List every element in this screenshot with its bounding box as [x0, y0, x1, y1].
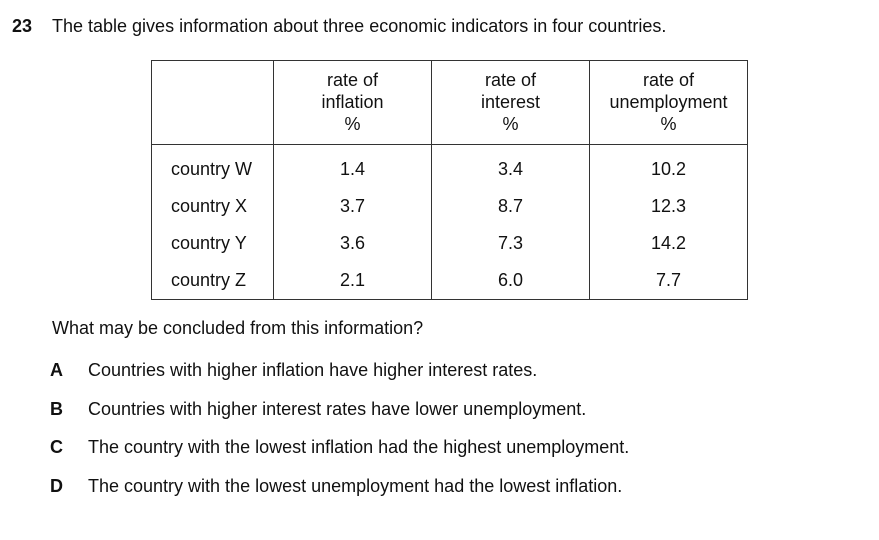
header-unit: %	[344, 114, 361, 134]
header-unit: %	[502, 114, 519, 134]
header-interest	[432, 61, 590, 145]
option-c[interactable]	[50, 437, 629, 458]
option-d[interactable]	[50, 476, 622, 497]
country-label: country Z	[152, 262, 274, 300]
unemployment-value: 10.2	[590, 145, 748, 189]
interest-value: 6.0	[432, 262, 590, 300]
option-b[interactable]	[50, 399, 586, 420]
question-prompt: What may be concluded from this information?	[52, 318, 424, 338]
header-line: rate of	[326, 70, 379, 90]
option-letter: D	[50, 476, 63, 496]
inflation-value: 3.7	[274, 188, 432, 225]
option-letter: C	[50, 437, 63, 457]
option-text: Countries with higher interest rates have lower unemployment.	[88, 399, 587, 419]
question-text: The table gives information about three economic indicators in four countries.	[52, 16, 667, 36]
header-line: inflation	[321, 92, 384, 112]
country-label: country X	[152, 188, 274, 225]
header-line: unemployment	[609, 92, 728, 112]
option-text: The country with the lowest unemployment had the lowest inflation.	[88, 476, 623, 496]
table-header-row	[152, 61, 748, 145]
inflation-value: 3.6	[274, 225, 432, 262]
header-line: rate of	[484, 70, 537, 90]
unemployment-value: 7.7	[590, 262, 748, 300]
table-row	[152, 262, 748, 300]
table-row	[152, 188, 748, 225]
country-label: country Y	[152, 225, 274, 262]
unemployment-value: 14.2	[590, 225, 748, 262]
country-label: country W	[152, 145, 274, 189]
header-empty-cell	[152, 61, 274, 145]
interest-value: 3.4	[432, 145, 590, 189]
economic-indicators-table	[151, 60, 748, 300]
inflation-value: 2.1	[274, 262, 432, 300]
header-inflation	[274, 61, 432, 145]
interest-value: 7.3	[432, 225, 590, 262]
option-letter: B	[50, 399, 63, 419]
option-text: The country with the lowest inflation had the highest unemployment.	[88, 437, 630, 457]
header-line: rate of	[642, 70, 695, 90]
option-letter: A	[50, 360, 63, 380]
inflation-value: 1.4	[274, 145, 432, 189]
header-unemployment	[590, 61, 748, 145]
unemployment-value: 12.3	[590, 188, 748, 225]
table-row	[152, 225, 748, 262]
header-line: interest	[480, 92, 541, 112]
question-number: 23	[12, 16, 33, 36]
interest-value: 8.7	[432, 188, 590, 225]
header-unit: %	[660, 114, 677, 134]
option-a[interactable]	[50, 360, 537, 381]
option-text: Countries with higher inflation have higher interest rates.	[88, 360, 538, 380]
table-row	[152, 145, 748, 189]
